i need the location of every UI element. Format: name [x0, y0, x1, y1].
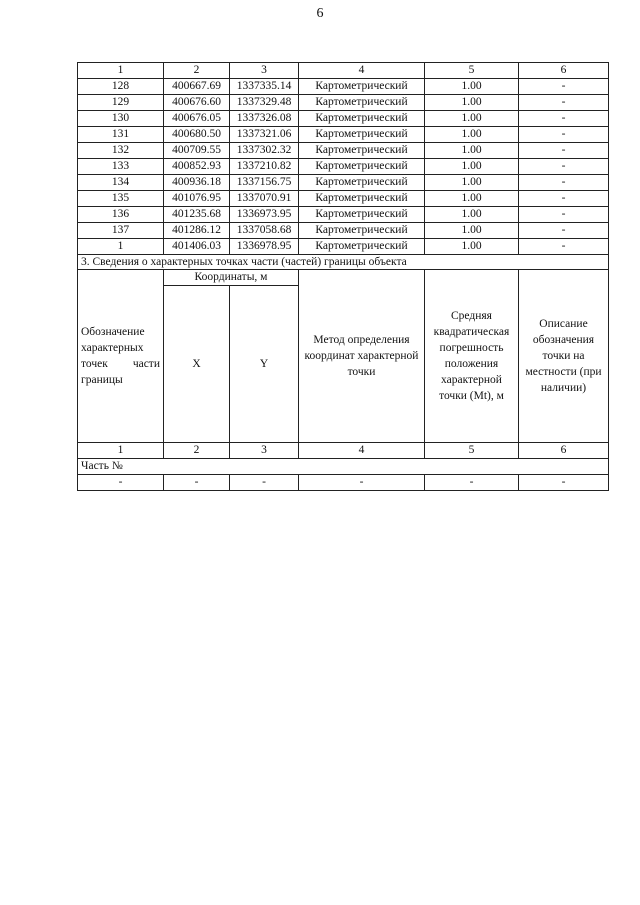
empty-data-row — [78, 475, 609, 491]
part-label: Часть № — [78, 459, 609, 475]
description: - — [519, 143, 609, 159]
mt-value: 1.00 — [425, 143, 519, 159]
coord-x: 400852.93 — [164, 159, 230, 175]
table-row — [78, 175, 609, 191]
point-number: 133 — [78, 159, 164, 175]
point-number: 130 — [78, 111, 164, 127]
description: - — [519, 223, 609, 239]
column-number-row — [78, 63, 609, 79]
column-number: 2 — [164, 443, 230, 459]
header-y: Y — [230, 286, 299, 443]
coord-x: 401235.68 — [164, 207, 230, 223]
method: Картометрический — [299, 207, 425, 223]
table-row — [78, 127, 609, 143]
description: - — [519, 239, 609, 255]
coord-x: 400676.60 — [164, 95, 230, 111]
mt-value: 1.00 — [425, 191, 519, 207]
header-coordinates: Координаты, м — [164, 270, 299, 286]
method: Картометрический — [299, 95, 425, 111]
section-title: 3. Сведения о характерных точках части (частей) границы объекта — [78, 255, 609, 270]
description: - — [519, 95, 609, 111]
method: Картометрический — [299, 239, 425, 255]
description: - — [519, 127, 609, 143]
coord-y: 1337156.75 — [230, 175, 299, 191]
mt-value: 1.00 — [425, 159, 519, 175]
point-number: 128 — [78, 79, 164, 95]
column-number: 4 — [299, 443, 425, 459]
column-number: 5 — [425, 443, 519, 459]
coord-y: 1337326.08 — [230, 111, 299, 127]
method: Картометрический — [299, 111, 425, 127]
description: - — [519, 207, 609, 223]
column-number: 4 — [299, 63, 425, 79]
column-number: 1 — [78, 443, 164, 459]
column-number: 6 — [519, 443, 609, 459]
empty-cell: - — [299, 475, 425, 491]
empty-cell: - — [78, 475, 164, 491]
column-number: 6 — [519, 63, 609, 79]
column-number: 1 — [78, 63, 164, 79]
mt-value: 1.00 — [425, 175, 519, 191]
table-row — [78, 159, 609, 175]
description: - — [519, 159, 609, 175]
coord-y: 1337058.68 — [230, 223, 299, 239]
part-label-row — [78, 459, 609, 475]
header-mt: Средняя квадратическая погрешность положения характерной точки (Mt), м — [425, 270, 519, 443]
coord-y: 1337329.48 — [230, 95, 299, 111]
column-number: 2 — [164, 63, 230, 79]
header-row — [78, 270, 609, 286]
coord-x: 400936.18 — [164, 175, 230, 191]
coord-x: 400667.69 — [164, 79, 230, 95]
coord-x: 400709.55 — [164, 143, 230, 159]
method: Картометрический — [299, 143, 425, 159]
mt-value: 1.00 — [425, 223, 519, 239]
mt-value: 1.00 — [425, 111, 519, 127]
table-row — [78, 191, 609, 207]
header-method: Метод определения координат характерной точки — [299, 270, 425, 443]
page-number: 6 — [316, 6, 324, 21]
section-title-row — [78, 255, 609, 270]
table-row — [78, 143, 609, 159]
section3-column-number-row — [78, 443, 609, 459]
description: - — [519, 191, 609, 207]
coord-y: 1337321.06 — [230, 127, 299, 143]
header-designation: Обозначение характерных точек части границы — [78, 270, 164, 443]
coord-y: 1337070.91 — [230, 191, 299, 207]
mt-value: 1.00 — [425, 207, 519, 223]
empty-cell: - — [164, 475, 230, 491]
method: Картометрический — [299, 127, 425, 143]
description: - — [519, 175, 609, 191]
column-number: 3 — [230, 63, 299, 79]
method: Картометрический — [299, 79, 425, 95]
point-number: 129 — [78, 95, 164, 111]
empty-cell: - — [230, 475, 299, 491]
coord-y: 1336973.95 — [230, 207, 299, 223]
coord-y: 1336978.95 — [230, 239, 299, 255]
coord-x: 401076.95 — [164, 191, 230, 207]
point-number: 132 — [78, 143, 164, 159]
point-number: 1 — [78, 239, 164, 255]
method: Картометрический — [299, 175, 425, 191]
point-number: 136 — [78, 207, 164, 223]
header-x: X — [164, 286, 230, 443]
coord-y: 1337210.82 — [230, 159, 299, 175]
coord-x: 400676.05 — [164, 111, 230, 127]
empty-cell: - — [425, 475, 519, 491]
coord-x: 401406.03 — [164, 239, 230, 255]
coord-y: 1337302.32 — [230, 143, 299, 159]
description: - — [519, 111, 609, 127]
method: Картометрический — [299, 191, 425, 207]
table-row — [78, 95, 609, 111]
table-row — [78, 111, 609, 127]
table-row — [78, 79, 609, 95]
table-row — [78, 207, 609, 223]
header-description: Описание обозначения точки на местности (при наличии) — [519, 270, 609, 443]
point-number: 134 — [78, 175, 164, 191]
mt-value: 1.00 — [425, 79, 519, 95]
method: Картометрический — [299, 223, 425, 239]
boundary-points-table — [77, 62, 609, 491]
empty-cell: - — [519, 475, 609, 491]
method: Картометрический — [299, 159, 425, 175]
column-number: 5 — [425, 63, 519, 79]
coord-y: 1337335.14 — [230, 79, 299, 95]
table-row — [78, 223, 609, 239]
mt-value: 1.00 — [425, 95, 519, 111]
mt-value: 1.00 — [425, 239, 519, 255]
point-number: 137 — [78, 223, 164, 239]
point-number: 135 — [78, 191, 164, 207]
description: - — [519, 79, 609, 95]
coord-x: 400680.50 — [164, 127, 230, 143]
coord-x: 401286.12 — [164, 223, 230, 239]
table-row — [78, 239, 609, 255]
column-number: 3 — [230, 443, 299, 459]
point-number: 131 — [78, 127, 164, 143]
mt-value: 1.00 — [425, 127, 519, 143]
